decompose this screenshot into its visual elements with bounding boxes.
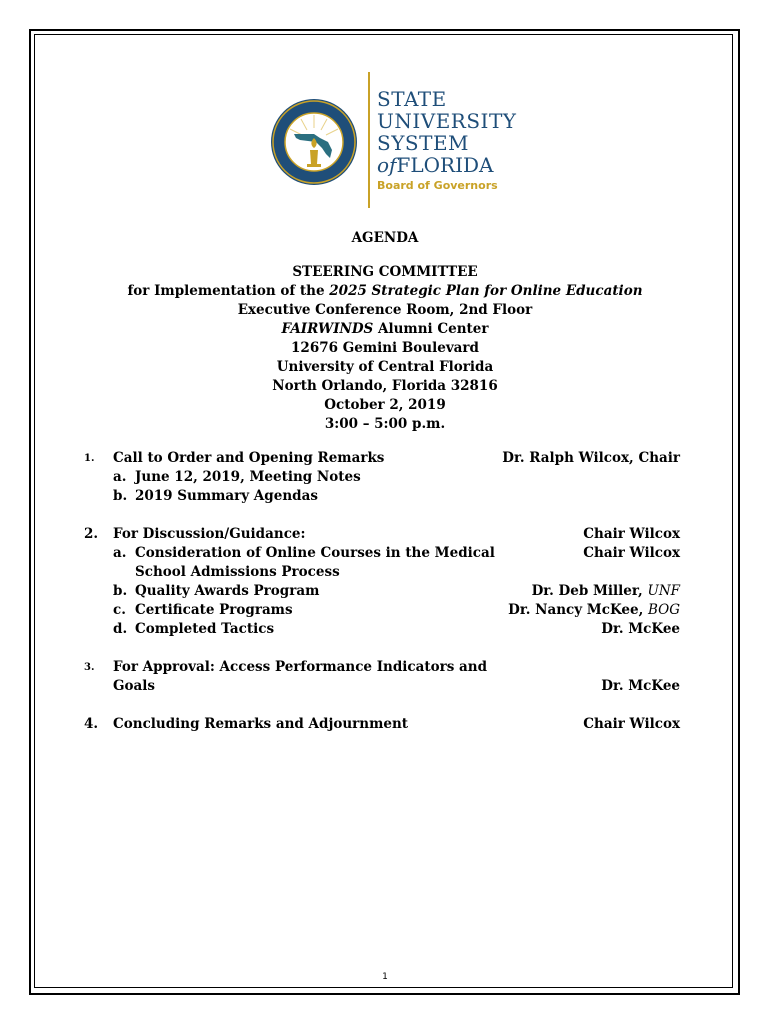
agenda-title: AGENDA (351, 230, 419, 246)
wordmark-university: UNIVERSITY (377, 109, 517, 133)
sub-text: 2019 Summary Agendas (135, 488, 318, 504)
meeting-room: Executive Conference Room, 2nd Floor (237, 302, 533, 318)
meeting-time: 3:00 – 5:00 p.m. (324, 416, 446, 432)
agenda-list (84, 449, 684, 734)
meeting-date: October 2, 2019 (324, 397, 446, 413)
agenda-item-1 (84, 449, 684, 468)
meeting-purpose: for Implementation of the 2025 Strategic Plan for Online Education (127, 283, 643, 299)
meeting-street: 12676 Gemini Boulevard (291, 340, 479, 356)
agenda-item-3 (84, 658, 684, 677)
item-presenter: Chair Wilcox (583, 716, 680, 732)
sub-presenter: Dr. Deb Miller, UNF (531, 583, 680, 599)
wordmark-board: Board of Governors (377, 179, 498, 192)
agenda-subitem-1b (84, 487, 684, 506)
meeting-center: FAIRWINDS Alumni Center (281, 321, 489, 337)
logo-divider (368, 72, 370, 208)
sub-text: June 12, 2019, Meeting Notes (135, 469, 361, 485)
item-number: 4. (84, 716, 99, 732)
sub-letter: a. (113, 545, 127, 561)
meeting-info (0, 263, 770, 434)
sub-presenter: Chair Wilcox (583, 545, 680, 561)
item-number: 2. (84, 526, 99, 542)
item-title: Concluding Remarks and Adjournment (113, 716, 409, 732)
wordmark-state: STATE (377, 87, 447, 111)
sub-presenter: Dr. Nancy McKee, BOG (508, 602, 680, 618)
board-of-governors-logo (270, 72, 517, 212)
sub-letter: d. (113, 621, 128, 637)
meeting-city: North Orlando, Florida 32816 (272, 378, 498, 394)
sub-text-continued: School Admissions Process (135, 564, 340, 580)
wordmark-of-florida: ofFLORIDA (377, 153, 494, 177)
item-number: 1. (84, 453, 95, 464)
sub-letter: b. (113, 583, 128, 599)
agenda-subitem-1a (84, 468, 684, 487)
agenda-item-3-cont (84, 677, 684, 696)
item-title: For Approval: Access Performance Indicators and (113, 659, 488, 675)
agenda-heading (0, 229, 770, 248)
item-presenter: Chair Wilcox (583, 526, 680, 542)
item-title: Call to Order and Opening Remarks (113, 450, 385, 466)
state-seal-icon (270, 98, 358, 186)
sub-text: Completed Tactics (135, 621, 275, 637)
agenda-subitem-2a-cont (84, 563, 684, 582)
agenda-subitem-2b (84, 582, 684, 601)
agenda-subitem-2c (84, 601, 684, 620)
item-title-continued: Goals (113, 678, 156, 694)
agenda-subitem-2d (84, 620, 684, 639)
item-title: For Discussion/Guidance: (113, 526, 306, 542)
agenda-subitem-2a (84, 544, 684, 563)
agenda-item-2 (84, 525, 684, 544)
meeting-university: University of Central Florida (276, 359, 494, 375)
agenda-item-4 (84, 715, 684, 734)
sub-letter: c. (113, 602, 126, 618)
sub-letter: b. (113, 488, 128, 504)
item-presenter: Dr. Ralph Wilcox, Chair (502, 450, 680, 466)
sub-text: Certificate Programs (135, 602, 293, 618)
wordmark-system: SYSTEM (377, 131, 470, 155)
sub-presenter: Dr. McKee (601, 621, 680, 637)
sub-text: Quality Awards Program (135, 583, 320, 599)
committee-name: STEERING COMMITTEE (292, 264, 478, 280)
logo-wordmark (377, 88, 517, 192)
sub-letter: a. (113, 469, 127, 485)
item-number: 3. (84, 662, 95, 673)
sub-text: Consideration of Online Courses in the Medical (135, 545, 495, 561)
item-presenter: Dr. McKee (601, 678, 680, 694)
page-number: 1 (382, 972, 388, 982)
